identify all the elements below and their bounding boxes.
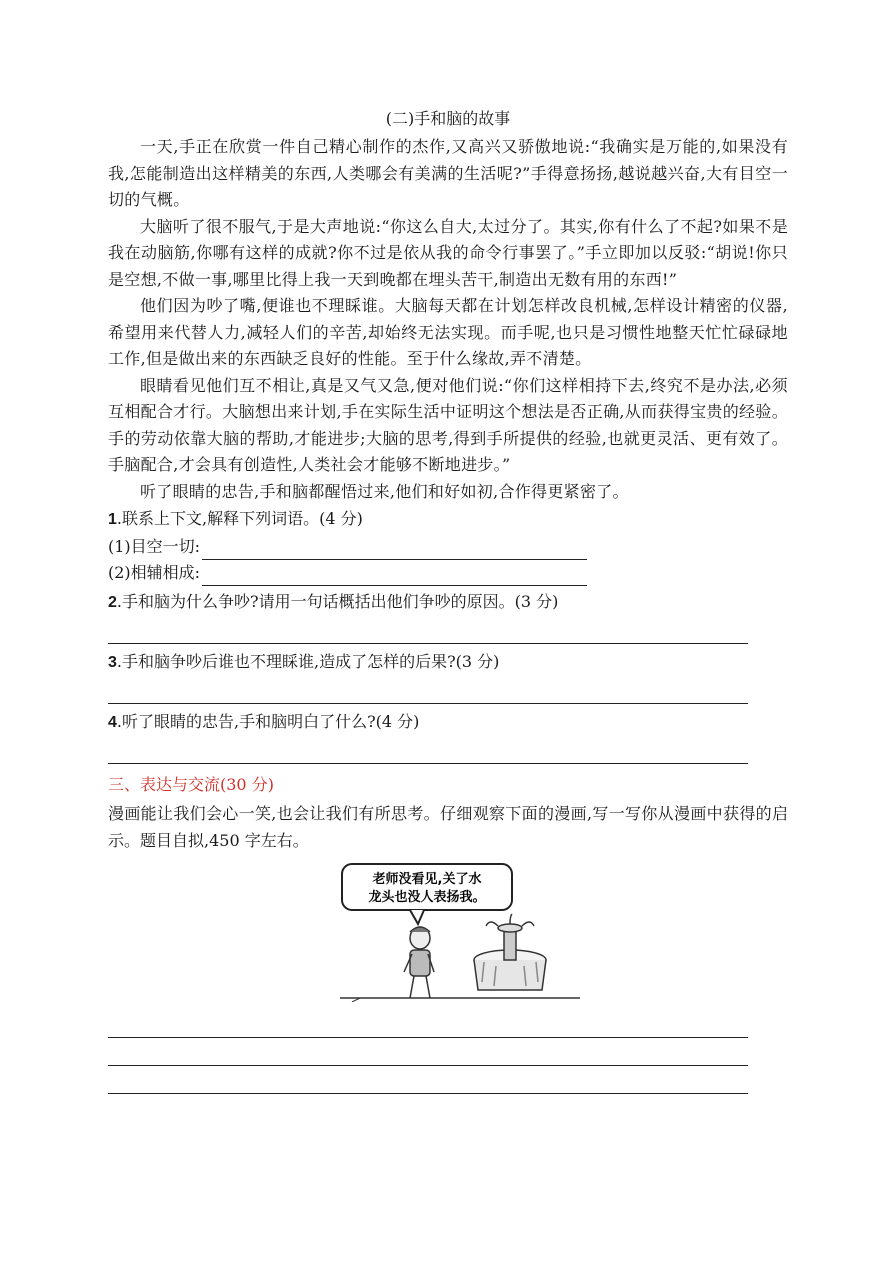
question-1-item-1 — [108, 534, 788, 560]
passage-paragraph-3: 他们因为吵了嘴,便谁也不理睬谁。大脑每天都在计划怎样改良机械,怎样设计精密的仪器,希望用来代替人力,减轻人们的辛苦,却始终无法实现。而手呢,也只是习惯性地整天忙忙碌碌地工作,但是做出来的东西缺乏良好的性能。至于什么缘故,弄不清楚。 — [108, 296, 788, 368]
passage-paragraph-4: 眼睛看见他们互不相让,真是又气又急,便对他们说:“你们这样相持下去,终究不是办法,必须互相配合才行。大脑想出来计划,手在实际生活中证明这个想法是否正确,从而获得宝贵的经验。手的劳动依靠大脑的帮助,才能进步;大脑的思考,得到手所提供的经验,也就更灵活、更有效了。手脑配合,才会具有创造性,人类社会才能够不断地进步。” — [108, 375, 788, 474]
question-1-number: 1 — [108, 511, 117, 528]
question-2-number: 2 — [108, 594, 117, 611]
question-1-item-2-blank[interactable] — [202, 565, 587, 586]
section-3-heading: 三、表达与交流(30 分) — [108, 775, 274, 794]
passage-paragraph-5: 听了眼睛的忠告,手和脑都醒悟过来,他们和好如初,合作得更紧密了。 — [140, 481, 629, 501]
speech-line-2: 龙头也没人表扬我。 — [368, 890, 486, 905]
speech-bubble-tail — [410, 910, 424, 924]
passage-paragraph-2: 大脑听了很不服气,于是大声地说:“你这么自大,太过分了。其实,你有什么了不起?如果不是我在动脑筋,你哪有这样的成就?你不过是依从我的命令行事罢了。”手立即加以反驳:“胡说!你只是空想,不做一事,哪里比得上我一天到晚都在埋头苦干,制造出无数有用的东西!” — [108, 216, 788, 289]
passage-title: (二)手和脑的故事 — [385, 109, 511, 128]
worksheet-page — [108, 106, 788, 1094]
question-2 — [108, 588, 788, 617]
question-4-number: 4 — [108, 714, 117, 731]
question-4-text: .听了眼睛的忠告,手和脑明白了什么?(4 分) — [116, 712, 420, 731]
essay-writing-area[interactable] — [108, 1010, 788, 1094]
speech-line-1: 老师没看见,关了水 — [372, 872, 482, 887]
question-1-item-1-blank[interactable] — [202, 539, 587, 560]
question-3 — [108, 648, 788, 677]
question-4-answer-line[interactable] — [108, 737, 748, 764]
question-3-text: .手和脑争吵后谁也不理睬谁,造成了怎样的后果?(3 分) — [116, 652, 500, 671]
essay-line-2[interactable] — [108, 1038, 748, 1066]
question-1-item-1-label: (1)目空一切: — [108, 537, 201, 556]
fountain-drawing — [474, 914, 546, 990]
comic-illustration — [340, 862, 580, 1002]
passage-paragraph-1: 一天,手正在欣赏一件自己精心制作的杰作,又高兴又骄傲地说:“我确实是万能的,如果没有我,怎能制造出这样精美的东西,人类哪会有美满的生活呢?”手得意扬扬,越说越兴奋,大有目空一切的气概。 — [108, 137, 788, 209]
comic-drawing — [340, 862, 580, 1002]
question-2-text: .手和脑为什么争吵?请用一句话概括出他们争吵的原因。(3 分) — [116, 592, 559, 611]
essay-line-1[interactable] — [108, 1010, 748, 1038]
question-2-answer-line[interactable] — [108, 617, 748, 644]
question-3-answer-line[interactable] — [108, 677, 748, 704]
question-1-text: .联系上下文,解释下列词语。(4 分) — [116, 509, 363, 528]
essay-line-3[interactable] — [108, 1066, 748, 1094]
question-1 — [108, 505, 788, 534]
boy-figure — [404, 927, 434, 998]
question-4 — [108, 708, 788, 737]
question-1-item-2 — [108, 560, 788, 586]
question-1-item-2-label: (2)相辅相成: — [108, 563, 201, 582]
section-3-prompt: 漫画能让我们会心一笑,也会让我们有所思考。仔细观察下面的漫画,写一写你从漫画中获得的启示。题目自拟,450 字左右。 — [108, 804, 788, 850]
question-3-number: 3 — [108, 654, 117, 671]
